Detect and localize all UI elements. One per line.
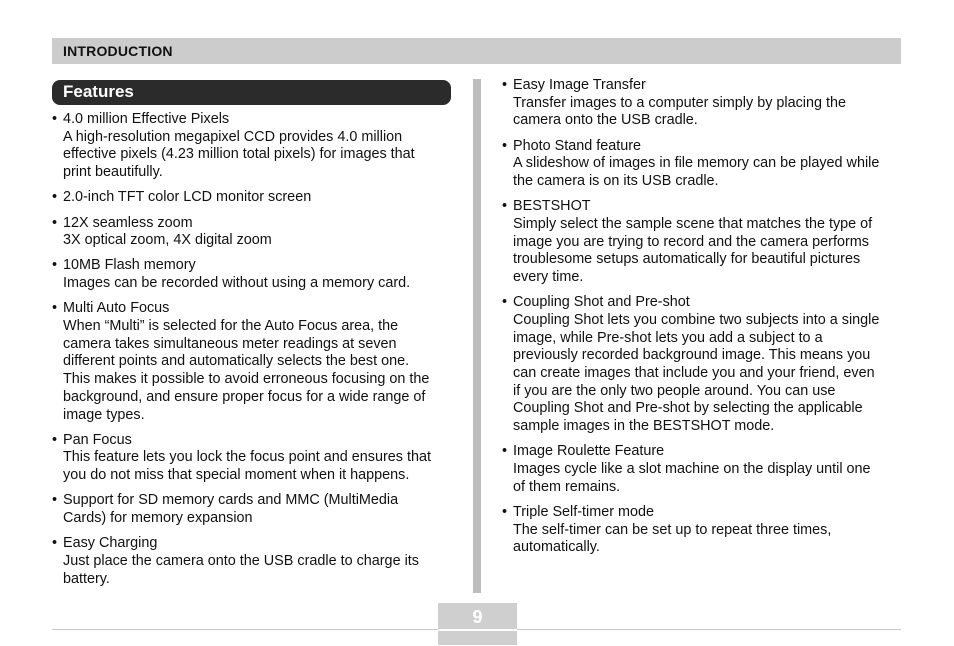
- feature-desc-line: Coupling Shot and Pre-shot by selecting the applicable: [513, 400, 863, 417]
- section-title: INTRODUCTION: [63, 43, 173, 59]
- feature-title: Triple Self-timer mode: [513, 503, 655, 520]
- column-divider: [473, 79, 481, 593]
- feature-desc-line: The self-timer can be set up to repeat three times,: [513, 521, 832, 538]
- feature-item: [502, 77, 902, 130]
- bullet-icon: •: [52, 111, 58, 127]
- feature-desc-line: sample images in the BESTSHOT mode.: [513, 418, 775, 435]
- feature-desc-line: you do not miss that special moment when it happens.: [63, 467, 410, 484]
- right-column: [502, 77, 902, 565]
- bullet-icon: •: [502, 77, 508, 93]
- feature-desc-line: effective pixels (4.23 million total pixels) for images that: [63, 146, 415, 163]
- feature-desc-line: the camera is on its USB cradle.: [513, 173, 719, 190]
- feature-desc-line: camera takes simultaneous meter readings at seven: [63, 335, 397, 352]
- feature-desc-line: Images cycle like a slot machine on the display until one: [513, 461, 871, 478]
- feature-title: 10MB Flash memory: [63, 257, 196, 274]
- feature-desc-line: A slideshow of images in file memory can be played while: [513, 155, 880, 172]
- feature-desc-line: automatically.: [513, 539, 600, 556]
- feature-desc-line: image you are trying to record and the camera performs: [513, 233, 869, 250]
- feature-desc-line: can create images that include you and your friend, even: [513, 365, 875, 382]
- feature-item: [502, 294, 902, 436]
- bullet-icon: •: [502, 198, 508, 215]
- feature-title: Easy Charging: [63, 535, 158, 552]
- feature-desc-line: This feature lets you lock the focus point and ensures that: [63, 449, 431, 466]
- feature-item: [502, 443, 902, 496]
- page-number-tab: [438, 603, 517, 645]
- feature-title: Easy Image Transfer: [513, 77, 646, 93]
- feature-desc-line: previously recorded background image. This means you: [513, 347, 871, 364]
- feature-desc-line: different points and automatically selects the best one.: [63, 353, 410, 370]
- feature-title: Photo Stand feature: [513, 137, 642, 154]
- feature-title: Image Roulette Feature: [513, 443, 665, 460]
- page-tab-stripe: [438, 629, 517, 631]
- feature-title: Support for SD memory cards and MMC (MultiMedia: [63, 492, 399, 509]
- feature-title: 12X seamless zoom: [63, 214, 193, 231]
- feature-desc-line: Coupling Shot lets you combine two subjects into a single: [513, 311, 880, 328]
- feature-desc-line: Transfer images to a computer simply by placing the: [513, 94, 846, 111]
- feature-desc-line: every time.: [513, 269, 584, 286]
- bullet-icon: •: [52, 535, 58, 552]
- feature-title: 2.0-inch TFT color LCD monitor screen: [63, 189, 312, 206]
- feature-desc-line: camera onto the USB cradle.: [513, 112, 698, 129]
- feature-item: [52, 215, 457, 250]
- feature-desc-line: This makes it possible to avoid erroneous focusing on the: [63, 371, 430, 388]
- feature-item: [52, 257, 457, 292]
- feature-desc-line: background, and ensure proper focus for a wide range of: [63, 388, 426, 405]
- feature-item: [52, 535, 457, 588]
- feature-desc-line: of them remains.: [513, 478, 621, 495]
- features-heading: [52, 80, 451, 105]
- feature-item: [502, 198, 902, 287]
- feature-desc-line: battery.: [63, 570, 110, 587]
- feature-desc-line: print beautifully.: [63, 164, 163, 181]
- bullet-icon: •: [52, 431, 58, 448]
- feature-title: Multi Auto Focus: [63, 300, 170, 317]
- feature-item: [502, 504, 902, 557]
- section-header-bar: [52, 38, 901, 64]
- feature-item: [52, 111, 457, 182]
- bullet-icon: •: [502, 137, 508, 154]
- feature-desc-line: if you are the only two people around. You can use: [513, 382, 836, 399]
- feature-desc-line: troublesome setups automatically for beautiful pictures: [513, 251, 861, 268]
- feature-title: 4.0 million Effective Pixels: [63, 111, 230, 127]
- bullet-icon: •: [52, 492, 58, 509]
- feature-item: [52, 189, 457, 207]
- bullet-icon: •: [502, 443, 508, 460]
- feature-desc-line: image types.: [63, 406, 145, 423]
- feature-title: BESTSHOT: [513, 198, 591, 215]
- feature-item: [52, 432, 457, 485]
- feature-item: [52, 492, 457, 527]
- feature-desc-line: Simply select the sample scene that matches the type of: [513, 215, 873, 232]
- feature-title-cont: Cards) for memory expansion: [63, 510, 253, 527]
- feature-desc-line: image, while Pre-shot lets you add a subject to a: [513, 329, 823, 346]
- bullet-icon: •: [52, 214, 58, 231]
- bullet-icon: •: [502, 294, 508, 311]
- features-title: Features: [63, 82, 134, 101]
- feature-desc-line: A high-resolution megapixel CCD provides 4.0 million: [63, 128, 403, 145]
- page-number: 9: [472, 607, 483, 627]
- bullet-icon: •: [502, 503, 508, 520]
- bullet-icon: •: [52, 300, 58, 317]
- feature-desc-line: When “Multi” is selected for the Auto Focus area, the: [63, 318, 399, 335]
- bullet-icon: •: [52, 257, 58, 274]
- feature-desc-line: Just place the camera onto the USB cradle to charge its: [63, 552, 419, 569]
- feature-title: Coupling Shot and Pre-shot: [513, 294, 690, 311]
- feature-item: [52, 300, 457, 424]
- feature-title: Pan Focus: [63, 431, 132, 448]
- feature-desc-line: Images can be recorded without using a memory card.: [63, 275, 411, 292]
- bullet-icon: •: [52, 189, 58, 206]
- left-column: [52, 111, 457, 596]
- feature-desc-line: 3X optical zoom, 4X digital zoom: [63, 232, 272, 249]
- feature-item: [502, 138, 902, 191]
